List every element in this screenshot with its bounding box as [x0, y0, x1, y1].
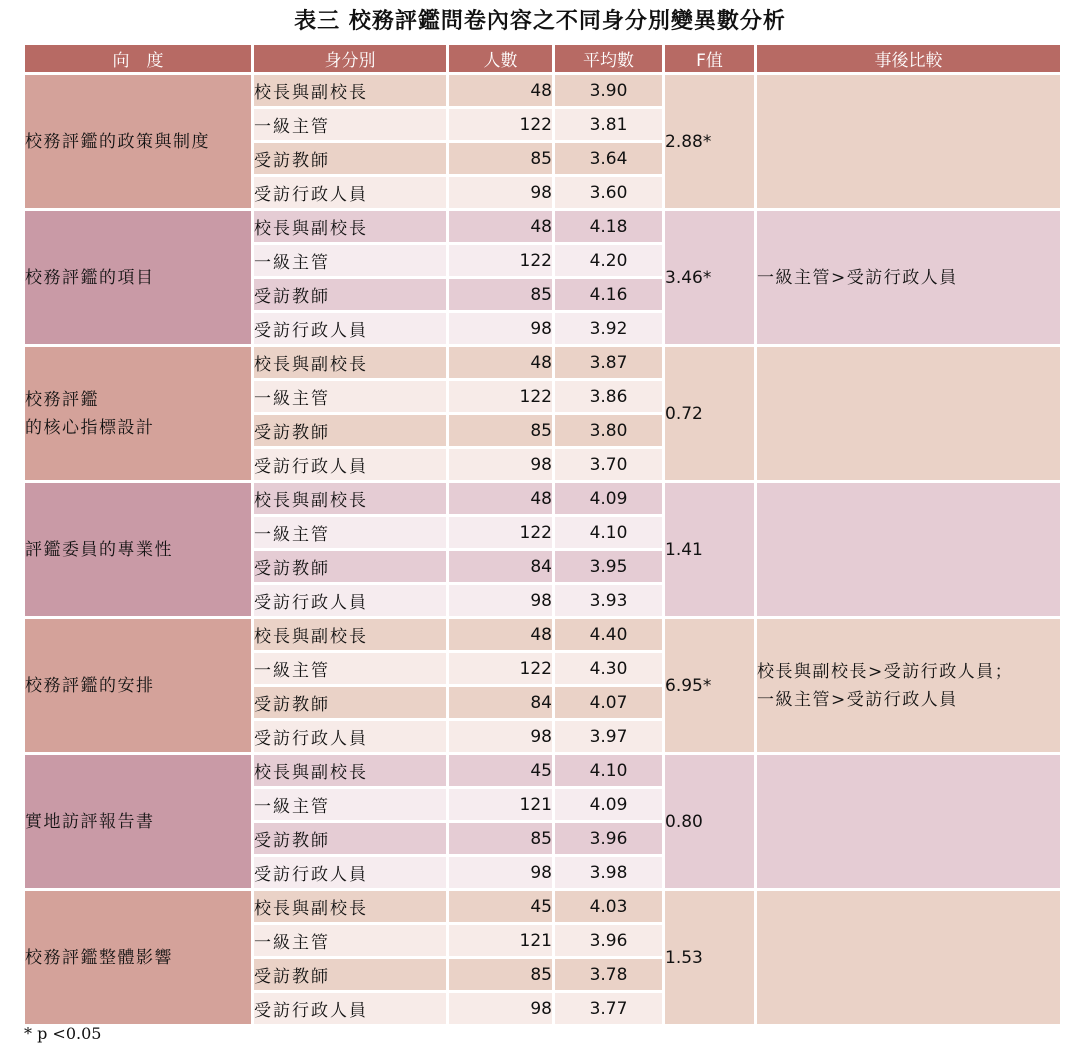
post-hoc-cell [757, 483, 1060, 616]
mean-cell: 3.78 [555, 959, 662, 990]
dimension-cell: 校務評鑑整體影響 [25, 891, 251, 1024]
post-hoc-cell [757, 347, 1060, 480]
count-cell: 48 [449, 347, 552, 378]
table-body [25, 75, 1060, 1024]
header-count: 人數 [449, 45, 552, 72]
anova-table [22, 42, 1063, 1027]
dimension-cell: 實地訪評報告書 [25, 755, 251, 888]
identity-cell: 校長與副校長 [254, 619, 446, 650]
identity-cell: 受訪行政人員 [254, 857, 446, 888]
mean-cell: 4.09 [555, 483, 662, 514]
count-cell: 85 [449, 823, 552, 854]
mean-cell: 3.81 [555, 109, 662, 140]
count-cell: 48 [449, 75, 552, 106]
table-row [25, 75, 1060, 106]
identity-cell: 受訪行政人員 [254, 449, 446, 480]
post-hoc-cell: 一級主管>受訪行政人員 [757, 211, 1060, 344]
post-hoc-cell [757, 75, 1060, 208]
mean-cell: 3.96 [555, 925, 662, 956]
mean-cell: 3.96 [555, 823, 662, 854]
count-cell: 85 [449, 279, 552, 310]
count-cell: 84 [449, 687, 552, 718]
mean-cell: 3.77 [555, 993, 662, 1024]
count-cell: 121 [449, 789, 552, 820]
count-cell: 122 [449, 653, 552, 684]
count-cell: 45 [449, 755, 552, 786]
table-row [25, 755, 1060, 786]
identity-cell: 一級主管 [254, 245, 446, 276]
mean-cell: 3.87 [555, 347, 662, 378]
mean-cell: 4.18 [555, 211, 662, 242]
identity-cell: 受訪教師 [254, 279, 446, 310]
identity-cell: 受訪教師 [254, 551, 446, 582]
count-cell: 98 [449, 449, 552, 480]
count-cell: 122 [449, 245, 552, 276]
table-row [25, 347, 1060, 378]
mean-cell: 3.90 [555, 75, 662, 106]
mean-cell: 4.09 [555, 789, 662, 820]
footnote: * p <0.05 [24, 1024, 102, 1043]
mean-cell: 3.64 [555, 143, 662, 174]
count-cell: 98 [449, 857, 552, 888]
count-cell: 98 [449, 721, 552, 752]
f-value-cell: 3.46* [665, 211, 754, 344]
dimension-cell: 評鑑委員的專業性 [25, 483, 251, 616]
identity-cell: 一級主管 [254, 109, 446, 140]
identity-cell: 受訪教師 [254, 687, 446, 718]
count-cell: 121 [449, 925, 552, 956]
count-cell: 98 [449, 993, 552, 1024]
identity-cell: 校長與副校長 [254, 347, 446, 378]
table-title: 表三 校務評鑑問卷內容之不同身分別變異數分析 [294, 9, 786, 34]
mean-cell: 3.97 [555, 721, 662, 752]
identity-cell: 受訪行政人員 [254, 177, 446, 208]
mean-cell: 4.10 [555, 755, 662, 786]
mean-cell: 3.93 [555, 585, 662, 616]
dimension-cell: 校務評鑑 的核心指標設計 [25, 347, 251, 480]
identity-cell: 一級主管 [254, 517, 446, 548]
identity-cell: 受訪教師 [254, 415, 446, 446]
mean-cell: 4.16 [555, 279, 662, 310]
mean-cell: 4.03 [555, 891, 662, 922]
count-cell: 84 [449, 551, 552, 582]
header-dimension: 向 度 [25, 45, 251, 72]
count-cell: 85 [449, 959, 552, 990]
identity-cell: 校長與副校長 [254, 75, 446, 106]
identity-cell: 一級主管 [254, 925, 446, 956]
count-cell: 48 [449, 211, 552, 242]
count-cell: 98 [449, 177, 552, 208]
mean-cell: 4.20 [555, 245, 662, 276]
identity-cell: 一級主管 [254, 653, 446, 684]
identity-cell: 受訪行政人員 [254, 721, 446, 752]
dimension-cell: 校務評鑑的政策與制度 [25, 75, 251, 208]
table-row [25, 483, 1060, 514]
count-cell: 48 [449, 619, 552, 650]
f-value-cell: 6.95* [665, 619, 754, 752]
identity-cell: 校長與副校長 [254, 891, 446, 922]
f-value-cell: 0.80 [665, 755, 754, 888]
dimension-cell: 校務評鑑的安排 [25, 619, 251, 752]
count-cell: 122 [449, 109, 552, 140]
identity-cell: 受訪行政人員 [254, 585, 446, 616]
f-value-cell: 0.72 [665, 347, 754, 480]
header-identity: 身分別 [254, 45, 446, 72]
header-row [25, 45, 1060, 72]
count-cell: 85 [449, 415, 552, 446]
table-row [25, 211, 1060, 242]
header-mean: 平均數 [555, 45, 662, 72]
post-hoc-cell [757, 755, 1060, 888]
table-row [25, 891, 1060, 922]
count-cell: 98 [449, 585, 552, 616]
post-hoc-cell [757, 891, 1060, 1024]
identity-cell: 一級主管 [254, 381, 446, 412]
count-cell: 48 [449, 483, 552, 514]
header-f-value: F值 [665, 45, 754, 72]
identity-cell: 受訪教師 [254, 143, 446, 174]
count-cell: 45 [449, 891, 552, 922]
identity-cell: 受訪教師 [254, 959, 446, 990]
dimension-cell: 校務評鑑的項目 [25, 211, 251, 344]
count-cell: 122 [449, 381, 552, 412]
table-row [25, 619, 1060, 650]
mean-cell: 4.10 [555, 517, 662, 548]
mean-cell: 3.86 [555, 381, 662, 412]
identity-cell: 受訪教師 [254, 823, 446, 854]
mean-cell: 3.92 [555, 313, 662, 344]
mean-cell: 3.60 [555, 177, 662, 208]
f-value-cell: 2.88* [665, 75, 754, 208]
mean-cell: 3.70 [555, 449, 662, 480]
post-hoc-cell: 校長與副校長>受訪行政人員； 一級主管>受訪行政人員 [757, 619, 1060, 752]
count-cell: 98 [449, 313, 552, 344]
count-cell: 85 [449, 143, 552, 174]
identity-cell: 一級主管 [254, 789, 446, 820]
f-value-cell: 1.41 [665, 483, 754, 616]
mean-cell: 4.07 [555, 687, 662, 718]
identity-cell: 受訪行政人員 [254, 313, 446, 344]
mean-cell: 4.30 [555, 653, 662, 684]
identity-cell: 校長與副校長 [254, 211, 446, 242]
mean-cell: 3.95 [555, 551, 662, 582]
mean-cell: 3.80 [555, 415, 662, 446]
mean-cell: 4.40 [555, 619, 662, 650]
identity-cell: 校長與副校長 [254, 483, 446, 514]
f-value-cell: 1.53 [665, 891, 754, 1024]
identity-cell: 校長與副校長 [254, 755, 446, 786]
mean-cell: 3.98 [555, 857, 662, 888]
count-cell: 122 [449, 517, 552, 548]
identity-cell: 受訪行政人員 [254, 993, 446, 1024]
header-post-hoc: 事後比較 [757, 45, 1060, 72]
